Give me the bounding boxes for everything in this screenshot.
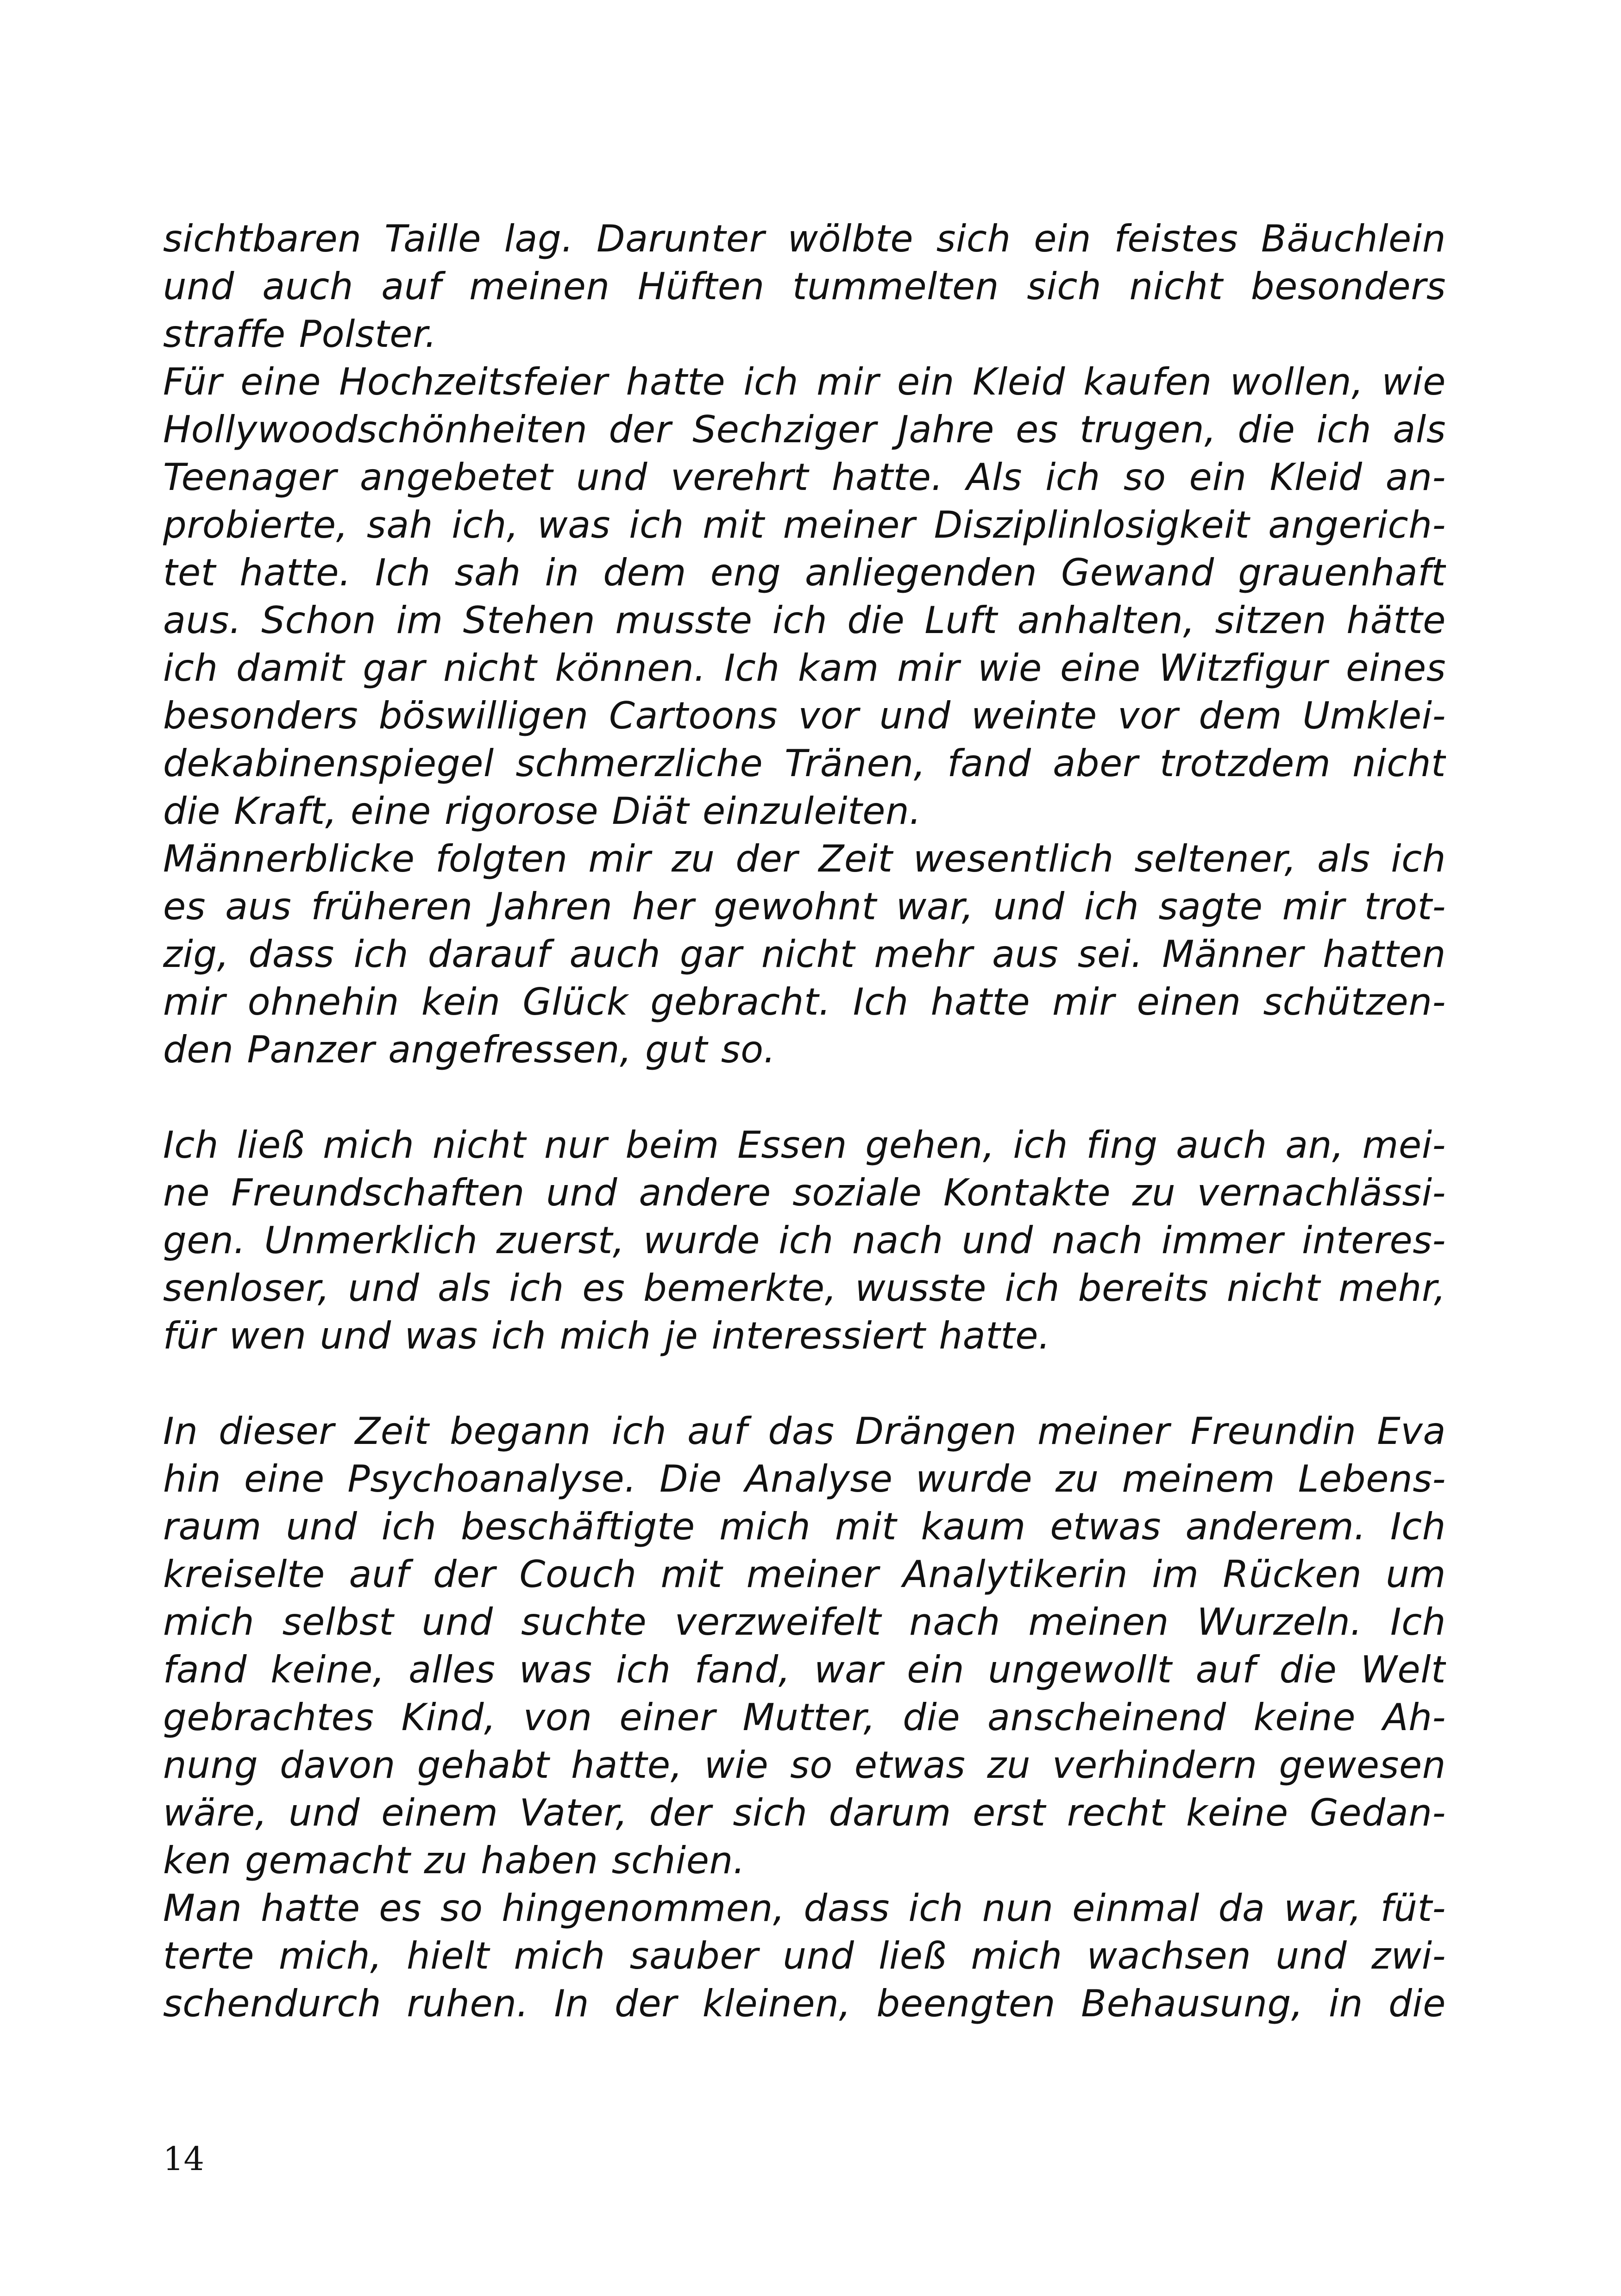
text-line: dekabinenspiegel schmerzliche Tränen, fand aber trotzdem nicht: [163, 742, 1446, 785]
text-line: Ich ließ mich nicht nur beim Essen gehen, ich fing auch an, mei-: [163, 1123, 1446, 1167]
text-line: für wen und was ich mich je interessiert hatte.: [163, 1314, 1051, 1357]
text-line: es aus früheren Jahren her gewohnt war, und ich sagte mir trot-: [163, 885, 1446, 928]
text-line: besonders böswilligen Cartoons vor und weinte vor dem Umklei-: [163, 694, 1446, 737]
text-line: nung davon gehabt hatte, wie so etwas zu verhindern gewesen: [163, 1744, 1446, 1787]
text-line: Teenager angebetet und verehrt hatte. Als ich so ein Kleid an-: [163, 456, 1446, 499]
text-line: aus. Schon im Stehen musste ich die Luft anhalten, sitzen hätte: [163, 599, 1446, 642]
text-line: schendurch ruhen. In der kleinen, beengten Behausung, in die: [163, 1982, 1446, 2025]
text-line: mich selbst und suchte verzweifelt nach meinen Wurzeln. Ich: [163, 1600, 1446, 1644]
text-line: In dieser Zeit begann ich auf das Drängen meiner Freundin Eva: [163, 1410, 1446, 1453]
text-line: gen. Unmerklich zuerst, wurde ich nach und nach immer interes-: [163, 1219, 1446, 1262]
text-line: mir ohnehin kein Glück gebracht. Ich hatte mir einen schützen-: [163, 980, 1446, 1023]
text-line: terte mich, hielt mich sauber und ließ mich wachsen und zwi-: [163, 1934, 1446, 1977]
text-line: hin eine Psychoanalyse. Die Analyse wurde zu meinem Lebens-: [163, 1457, 1446, 1500]
text-line: straffe Polster.: [163, 313, 437, 356]
text-line: fand keine, alles was ich fand, war ein ungewollt auf die Welt: [163, 1648, 1446, 1691]
text-line: tet hatte. Ich sah in dem eng anliegenden Gewand grauenhaft: [163, 551, 1446, 594]
text-line: sichtbaren Taille lag. Darunter wölbte sich ein feistes Bäuchlein: [163, 217, 1446, 260]
text-line: probierte, sah ich, was ich mit meiner Disziplinlosigkeit angerich-: [163, 503, 1446, 546]
text-line: kreiselte auf der Couch mit meiner Analytikerin im Rücken um: [163, 1553, 1446, 1596]
text-line: senloser, und als ich es bemerkte, wusste ich bereits nicht mehr,: [163, 1267, 1446, 1310]
text-line: und auch auf meinen Hüften tummelten sich nicht besonders: [163, 265, 1446, 308]
text-line: ich damit gar nicht können. Ich kam mir wie eine Witzfigur eines: [163, 646, 1446, 690]
body-text: [163, 215, 1446, 2027]
paragraph-gap: [163, 1360, 1446, 1407]
text-line: Männerblicke folgten mir zu der Zeit wesentlich seltener, als ich: [163, 837, 1446, 880]
text-line: wäre, und einem Vater, der sich darum erst recht keine Gedan-: [163, 1791, 1446, 1834]
page-number: 14: [163, 2140, 205, 2178]
text-line: raum und ich beschäftigte mich mit kaum etwas anderem. Ich: [163, 1505, 1446, 1548]
text-line: gebrachtes Kind, von einer Mutter, die anscheinend keine Ah-: [163, 1696, 1446, 1739]
text-line: den Panzer angefressen, gut so.: [163, 1028, 776, 1071]
text-line: die Kraft, eine rigorose Diät einzuleiten.: [163, 790, 922, 833]
paragraph-gap: [163, 1073, 1446, 1121]
text-line: ken gemacht zu haben schien.: [163, 1839, 745, 1882]
text-line: Für eine Hochzeitsfeier hatte ich mir ein Kleid kaufen wollen, wie: [163, 360, 1446, 403]
text-line: zig, dass ich darauf auch gar nicht mehr aus sei. Männer hatten: [163, 933, 1446, 976]
text-line: ne Freundschaften und andere soziale Kontakte zu vernachlässi-: [163, 1171, 1446, 1214]
text-line: Hollywoodschönheiten der Sechziger Jahre es trugen, die ich als: [163, 408, 1446, 451]
text-line: Man hatte es so hingenommen, dass ich nun einmal da war, füt-: [163, 1887, 1446, 1930]
